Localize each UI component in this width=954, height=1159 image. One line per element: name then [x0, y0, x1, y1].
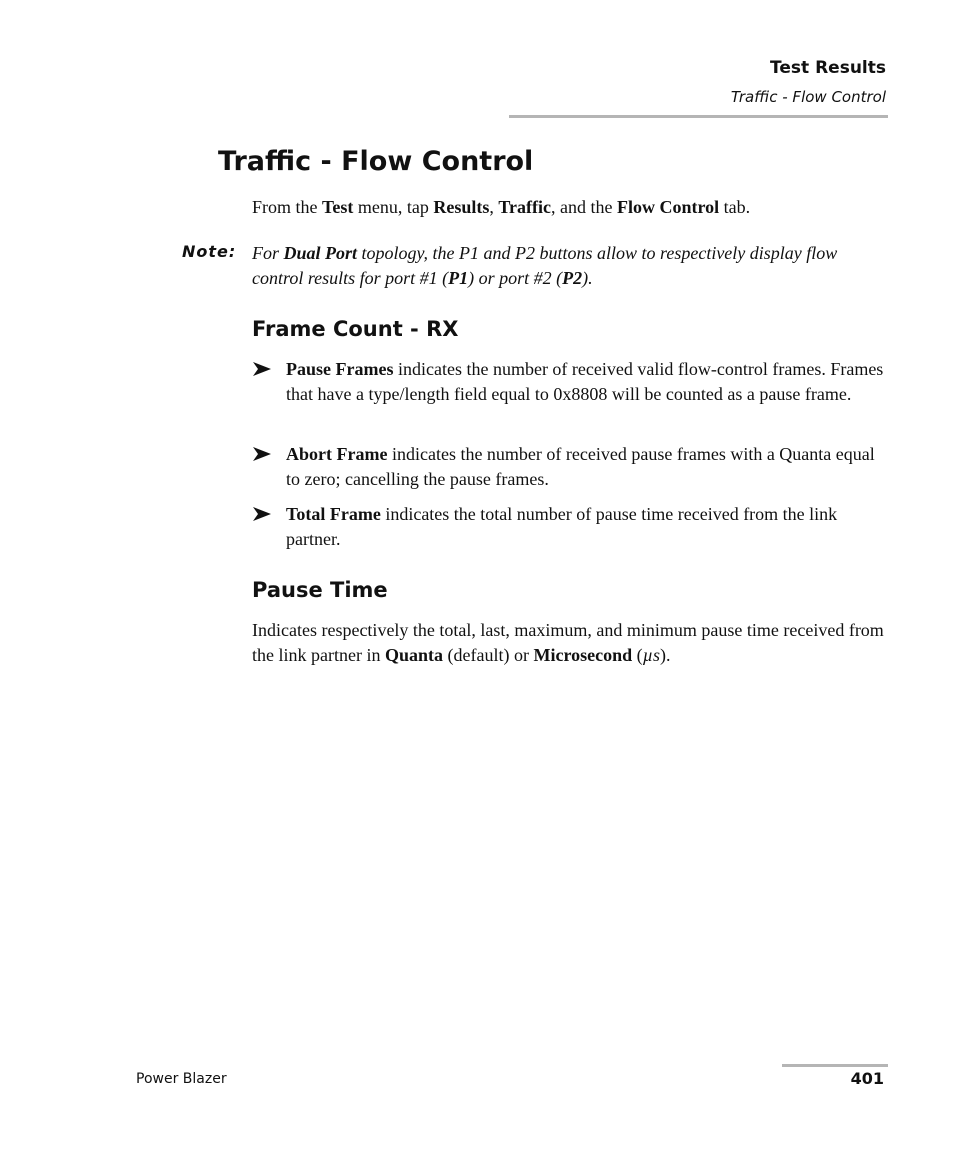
note-text: For Dual Port topology, the P1 and P2 buttons allow to respectively display flow control results for port #1 (P1) or port #2 (P2). — [252, 243, 838, 288]
bullet-pause-frames: Pause Frames indicates the number of received valid flow-control frames. Frames that have a type/length field equal to 0x8808 will be counted as a pause frame. — [252, 357, 892, 407]
header-rule — [509, 115, 888, 118]
bullet-abort-frame: Abort Frame indicates the number of received pause frames with a Quanta equal to zero; cancelling the pause frames. — [252, 442, 892, 492]
footer-product-name: Power Blazer — [136, 1071, 227, 1087]
arrowhead-bullet-icon — [252, 361, 272, 377]
intro-paragraph: From the Test menu, tap Results, Traffic, and the Flow Control tab. — [252, 197, 751, 217]
note-label: Note: — [182, 242, 237, 261]
arrowhead-bullet-icon — [252, 446, 272, 462]
running-header-title: Test Results — [770, 58, 886, 78]
bullet-total-frame: Total Frame indicates the total number of pause time received from the link partner. — [252, 502, 892, 552]
pause-time-paragraph: Indicates respectively the total, last, maximum, and minimum pause time received from the link partner in Quanta (default) or Microsecond (µs). — [252, 620, 884, 665]
arrowhead-bullet-icon — [252, 506, 272, 522]
frame-count-heading: Frame Count - RX — [252, 317, 459, 341]
footer-rule — [782, 1064, 888, 1067]
page-title: Traffic - Flow Control — [218, 146, 534, 177]
running-header-subtitle: Traffic - Flow Control — [730, 88, 886, 106]
pause-time-heading: Pause Time — [252, 578, 388, 602]
page-number: 401 — [850, 1069, 884, 1088]
